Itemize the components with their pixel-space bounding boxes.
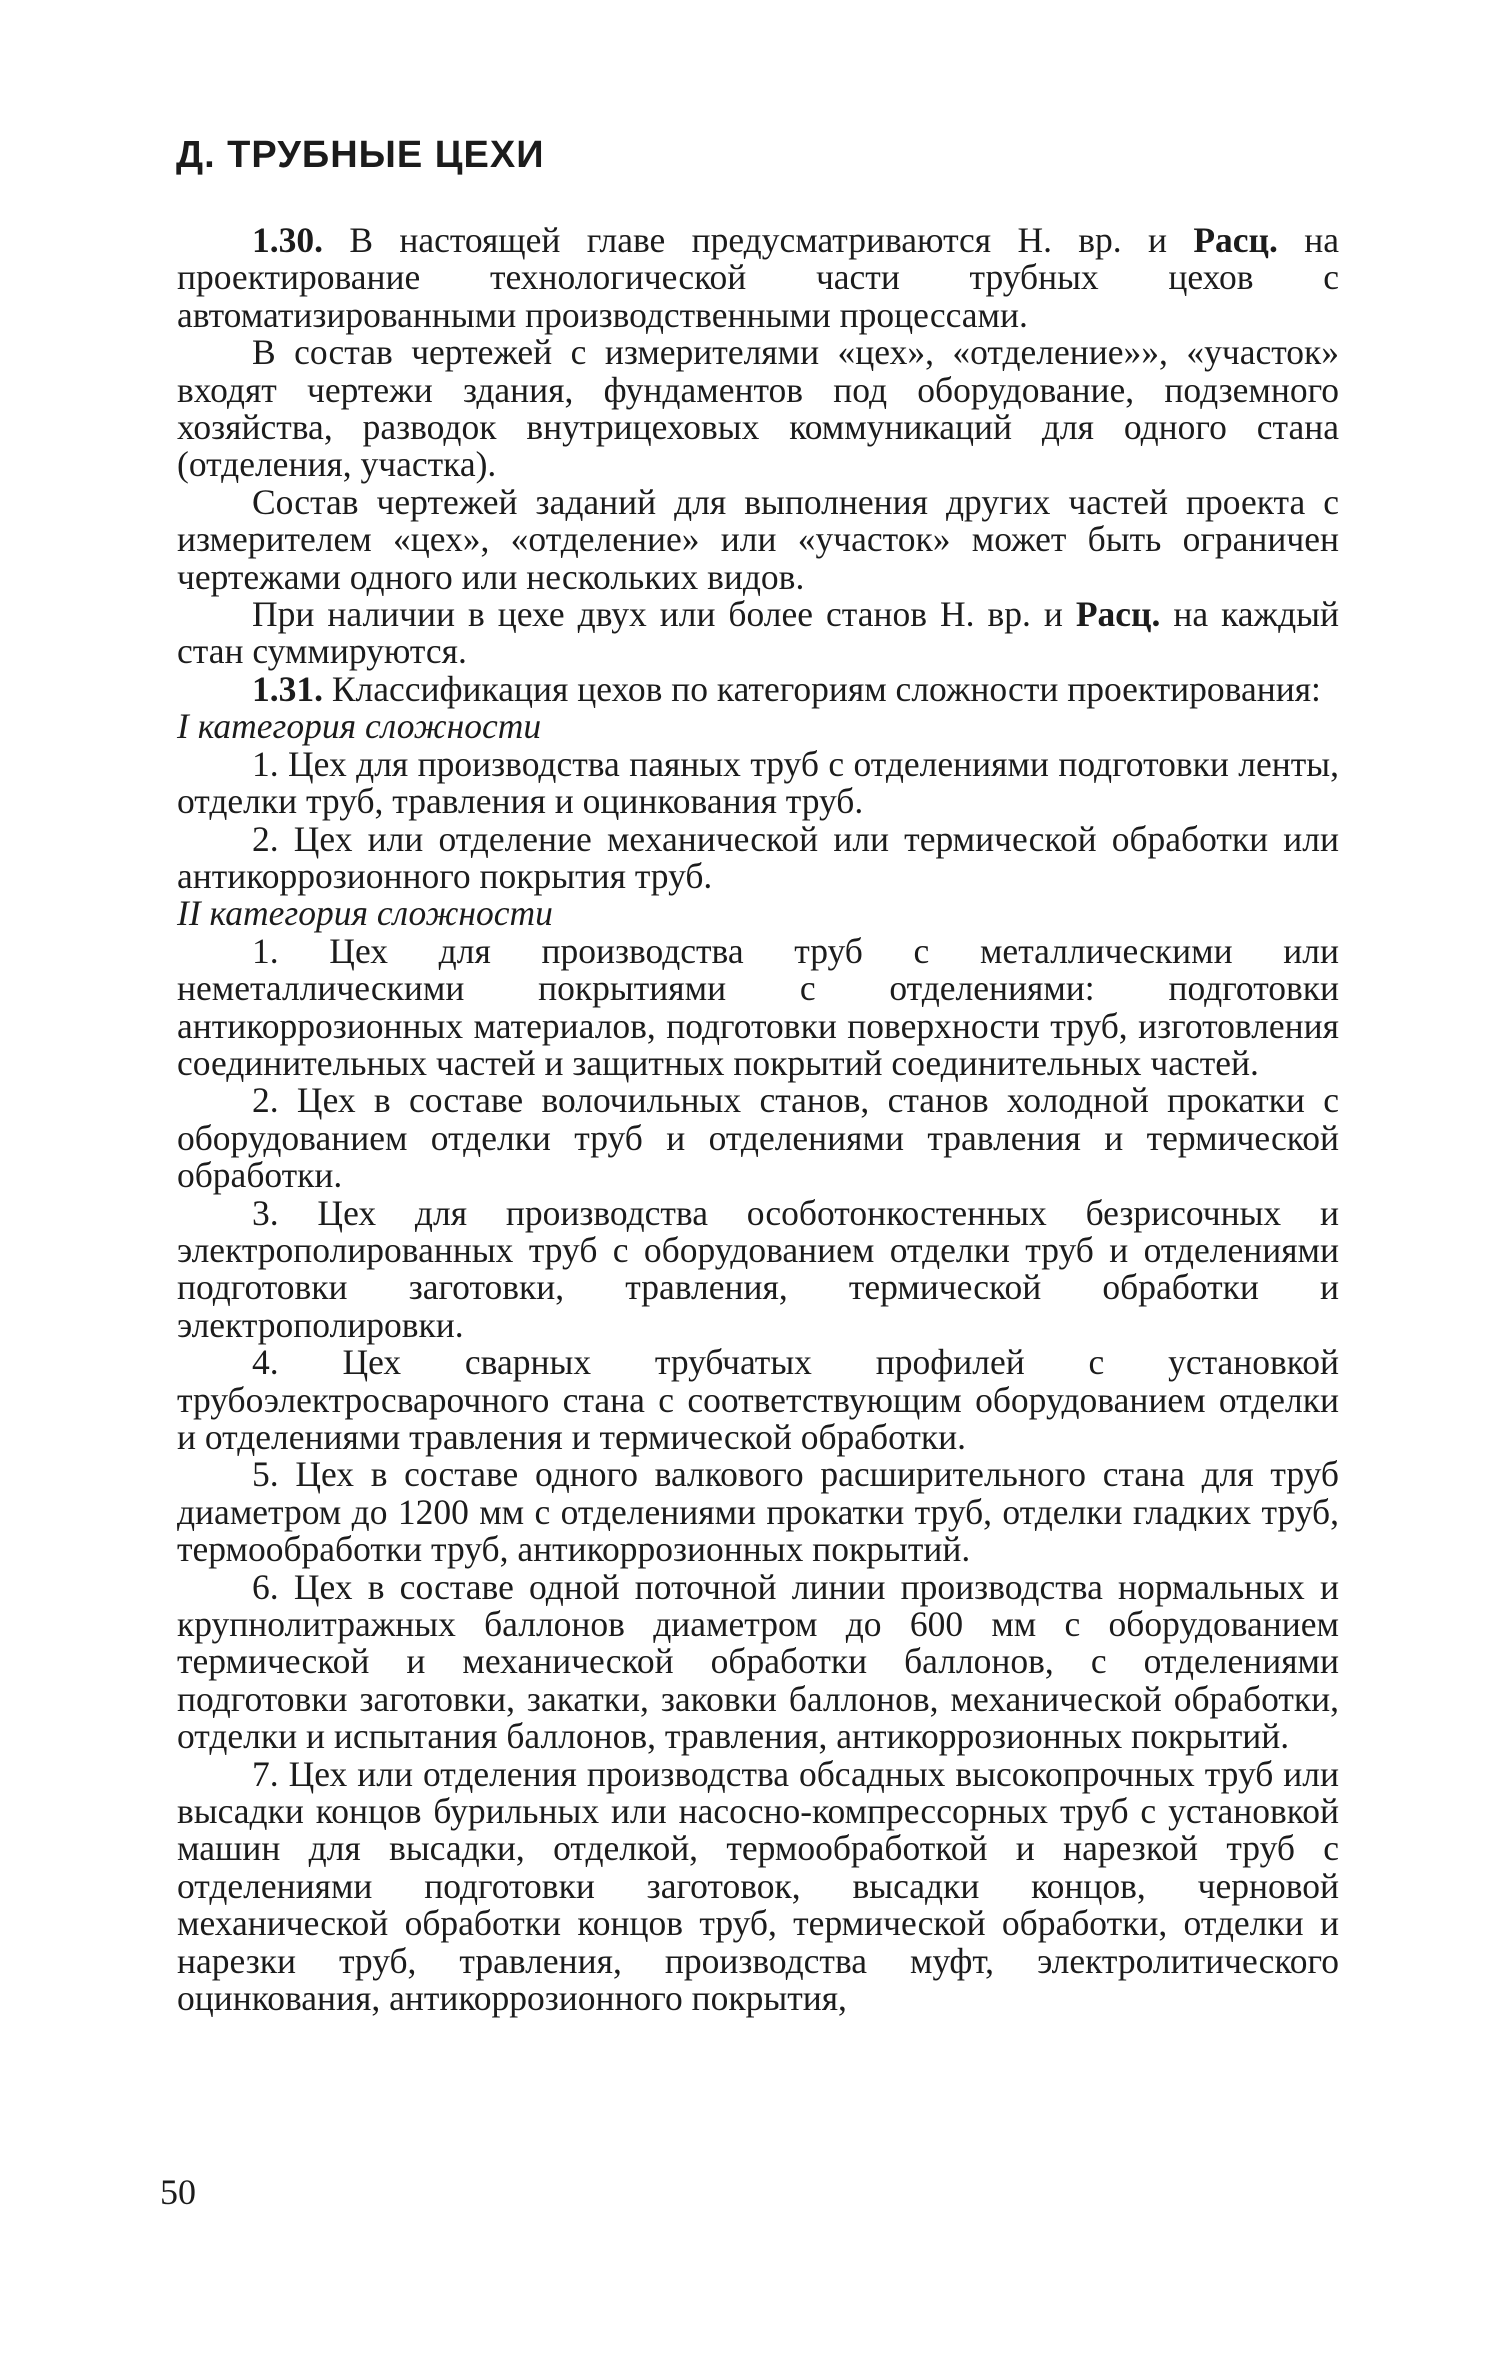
paragraph-1-31: 1.31. Классификация цехов по категориям сложности проектирования: — [252, 668, 1321, 709]
paragraph-drawings: В состав чертежей с измерителями «цех», «отделение»», «участок» входят чертежи здания, фундаментов под оборудование, подземного хозяйства, разводок внутрицеховых коммуникаций для одного стана (отделения, участка). — [177, 332, 1339, 485]
section-heading: Д. ТРУБНЫЕ ЦЕХИ — [176, 134, 545, 176]
paragraph-1-30: 1.30. В настоящей главе предусматриваются Н. вр. и Расц. на проектирование технологической части трубных цехов с автоматизированными производственными процессами. — [177, 220, 1339, 335]
clause-number: 1.30. — [252, 220, 323, 260]
list-item: 4. Цех сварных трубчатых профилей с установкой трубоэлектросварочного стана с соответствующим оборудованием отделки и отделениями травления и термической обработки. — [177, 1342, 1339, 1457]
paragraph-drawing-tasks: Состав чертежей заданий для выполнения других частей проекта с измерителем «цех», «отделение» или «участок» может быть ограничен чертежами одного или нескольких видов. — [177, 481, 1339, 597]
category-2-title: II категория сложности — [177, 893, 553, 934]
category-1-title: I категория сложности — [177, 706, 542, 747]
list-item: 2. Цех или отделение механической или термической обработки или антикоррозионного покрытия труб. — [177, 818, 1339, 896]
list-item: 5. Цех в составе одного валкового расширительного стана для труб диаметром до 1200 мм с отделениями прокатки труб, отделки гладких труб, термообработки труб, антикоррозионных покрытий. — [177, 1454, 1339, 1570]
list-item: 6. Цех в составе одной поточной линии производства нормальных и крупнолитражных баллонов диаметром до 600 мм с оборудованием термической и механической обработки баллонов, с отделениями подготовки заготовки, закатки, заковки баллонов, механической обработки, отделки и испытания баллонов, травления, антикоррозионных покрытий. — [177, 1566, 1339, 1757]
list-item: 3. Цех для производства особотонкостенных безрисочных и электрополированных труб с оборудованием отделки труб и отделениями подготовки заготовки, травления, термической обработки и электрополировки. — [177, 1192, 1339, 1345]
clause-number: 1.31. — [252, 668, 323, 709]
bold-term: Расц. — [1193, 220, 1278, 260]
page-number: 50 — [160, 2172, 196, 2212]
list-item: 1. Цех для производства труб с металлическими или неметаллическими покрытиями с отделениями: подготовки антикоррозионных материалов, подготовки поверхности труб, изготовления соединительных частей и защитных покрытий соединительных частей. — [177, 930, 1339, 1083]
bold-term: Расц. — [1075, 594, 1161, 635]
list-item: 1. Цех для производства паяных труб с отделениями подготовки ленты, отделки труб, травления и оцинкования труб. — [177, 743, 1339, 822]
list-item: 2. Цех в составе волочильных станов, станов холодной прокатки с оборудованием отделки труб и отделениями травления и термической обработки. — [177, 1080, 1339, 1196]
document-body — [177, 222, 1339, 2018]
paragraph-mills-sum: При наличии в цехе двух или более станов Н. вр. и Расц. на каждый стан суммируются. — [177, 594, 1339, 672]
list-item: 7. Цех или отделения производства обсадных высокопрочных труб или высадки концов бурильных или насосно-компрессорных труб с установкой машин для высадки, отделкой, термообработкой и нарезкой труб с отделениями подготовки заготовок, высадки концов, черновой механической обработки концов труб, термической обработки, отделки и нарезки труб, травления, производства муфт, электролитического оцинкования, антикоррозионного покрытия, — [177, 1753, 1339, 2019]
